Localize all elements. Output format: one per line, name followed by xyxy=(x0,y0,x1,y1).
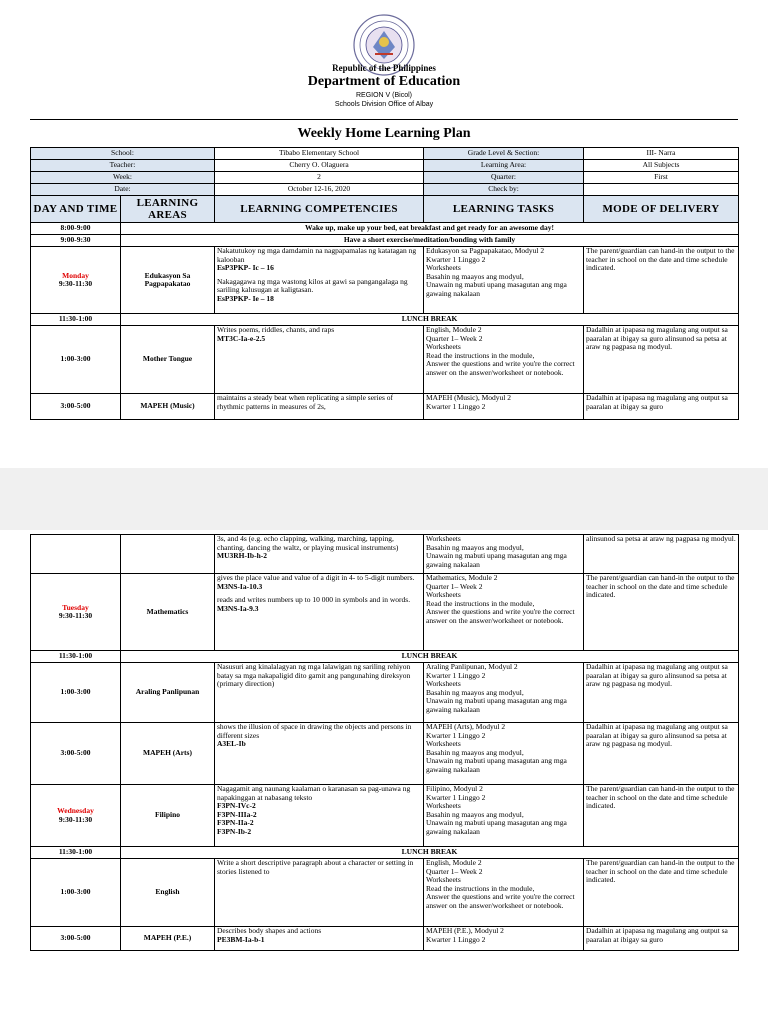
competency-code: F3PN-IIIa-2 xyxy=(217,809,257,819)
task-line: Worksheets xyxy=(426,801,461,810)
day-time-cell xyxy=(31,785,121,847)
page-gap xyxy=(0,468,768,530)
routine-activity: Have a short exercise/meditation/bonding with family xyxy=(121,235,739,247)
time-cell: 11:30-1:00 xyxy=(31,847,121,859)
task-line: Basahin ng maayos ang modyul, xyxy=(426,747,524,757)
task-line: Basahin ng maayos ang modyul, xyxy=(426,809,524,819)
time-cell xyxy=(31,535,121,574)
quarter-value: First xyxy=(584,172,739,184)
schedule-row xyxy=(31,326,739,394)
task-line: Quarter 1– Week 2 xyxy=(426,581,483,591)
competency-code: EsP3PKP- Ic – 16 xyxy=(217,263,274,272)
day-label: Tuesday xyxy=(62,602,89,612)
routine-activity: Wake up, make up your bed, eat breakfast and get ready for an awesome day! xyxy=(121,223,739,235)
column-header: MODE OF DELIVERY xyxy=(584,196,739,223)
task-line: Worksheets xyxy=(426,875,461,884)
competency-text: 3s, and 4s (e.g. echo clapping, walking, marching, tapping, chanting, dancing the waltz, or playing musical instruments) xyxy=(217,534,399,552)
lunch-break: LUNCH BREAK xyxy=(121,314,739,326)
mode-of-delivery: Dadalhin at ipapasa ng magulang ang output sa paaralan at ibigay sa guro xyxy=(584,927,739,951)
task-line: Kwarter 1 Linggo 2 xyxy=(426,934,486,944)
teacher-value: Cherry O. Olaguera xyxy=(215,160,424,172)
task-line: Basahin ng maayos ang modyul, xyxy=(426,271,524,281)
task-line: Answer the questions and write you're the correct answer on the answer/worksheet or notebook. xyxy=(426,892,575,910)
mode-of-delivery: Dadalhin at ipapasa ng magulang ang output sa paaralan at ibigay sa guro alinsunod sa petsa at araw ng pagpasa ng modyul. xyxy=(584,723,739,785)
schedule-row xyxy=(31,785,739,847)
tasks-cell xyxy=(424,535,584,574)
quarter-label: Quarter: xyxy=(424,172,584,184)
task-line: Worksheets xyxy=(426,739,461,748)
competency-code: F3PN-IIa-2 xyxy=(217,818,254,827)
time-cell: 3:00-5:00 xyxy=(31,723,121,785)
task-line: Basahin ng maayos ang modyul, xyxy=(426,542,524,552)
schedule-row xyxy=(31,247,739,314)
schedule-row xyxy=(31,723,739,785)
competency-text: reads and writes numbers up to 10 000 in symbols and in words. xyxy=(217,595,411,604)
column-header-row xyxy=(31,196,739,223)
competency-text: Describes body shapes and actions xyxy=(217,926,322,935)
task-line: MAPEH (Arts), Modyul 2 xyxy=(426,722,506,731)
competency-text: gives the place value and value of a digit in 4- to 5-digit numbers. xyxy=(217,573,415,582)
schedule-row xyxy=(31,535,739,574)
task-line: English, Module 2 xyxy=(426,325,482,334)
learning-plan-table-1 xyxy=(30,147,739,420)
mode-of-delivery: The parent/guardian can hand-in the output to the teacher in school on the date and time schedule indicated. xyxy=(584,247,739,314)
competency-text: Nakatutukoy ng mga damdamin na nagpapamalas ng katatagan ng kalooban xyxy=(217,246,417,264)
competency-code: MT3C-Ia-e-2.5 xyxy=(217,333,266,343)
tasks-cell xyxy=(424,785,584,847)
mode-of-delivery: The parent/guardian can hand-in the output to the teacher in school on the date and time schedule indicated. xyxy=(584,574,739,651)
lunch-row xyxy=(31,847,739,859)
tasks-cell xyxy=(424,663,584,723)
task-line: Kwarter 1 Linggo 2 xyxy=(426,792,486,802)
competency-code: M3NS-Ia-9.3 xyxy=(217,603,259,613)
mode-of-delivery: Dadalhin at ipapasa ng magulang ang output sa paaralan at ibigay sa guro alinsunod sa petsa at araw ng pagpasa ng modyul. xyxy=(584,663,739,723)
tasks-cell xyxy=(424,723,584,785)
learning-area: MAPEH (Arts) xyxy=(121,723,215,785)
grade-label: Grade Level & Section: xyxy=(424,148,584,160)
task-line: Worksheets xyxy=(426,679,461,688)
tasks-cell xyxy=(424,927,584,951)
info-row xyxy=(31,148,739,160)
time-label: 9:30-11:30 xyxy=(58,611,93,620)
learning-area: MAPEH (P.E.) xyxy=(121,927,215,951)
time-cell: 1:00-3:00 xyxy=(31,326,121,394)
learning-area: Araling Panlipunan xyxy=(121,663,215,723)
column-header: DAY AND TIME xyxy=(31,196,121,223)
tasks-cell xyxy=(424,326,584,394)
task-line: Kwarter 1 Linggo 2 xyxy=(426,401,486,411)
check-value xyxy=(584,184,739,196)
task-line: Answer the questions and write you're the correct answer on the answer/worksheet or notebook. xyxy=(426,359,575,377)
tasks-cell xyxy=(424,394,584,420)
competency-code: PE3BM-Ia-b-1 xyxy=(217,934,265,944)
task-line: Unawain ng mabuti upang masagutan ang mga gawaing nakalaan xyxy=(426,280,567,298)
time-label: 9:30-11:30 xyxy=(58,814,93,824)
date-value: October 12-16, 2020 xyxy=(215,184,424,196)
week-value: 2 xyxy=(215,172,424,184)
routine-row xyxy=(31,223,739,235)
area-value: All Subjects xyxy=(584,160,739,172)
competency-cell xyxy=(215,723,424,785)
task-line: Worksheets xyxy=(426,590,461,599)
learning-area xyxy=(121,535,215,574)
school-value: Tibabo Elementary School xyxy=(215,148,424,160)
info-row xyxy=(31,160,739,172)
republic-text: Republic of the Philippines xyxy=(332,63,436,73)
column-header: LEARNING COMPETENCIES xyxy=(215,196,424,223)
time-cell: 1:00-3:00 xyxy=(31,859,121,927)
task-line: Kwarter 1 Linggo 2 xyxy=(426,670,486,680)
competency-code: MU3RH-Ib-h-2 xyxy=(217,551,267,560)
learning-area: MAPEH (Music) xyxy=(121,394,215,420)
competency-cell xyxy=(215,574,424,651)
lunch-row xyxy=(31,651,739,663)
grade-value: III- Narra xyxy=(584,148,739,160)
day-time-cell xyxy=(31,574,121,651)
learning-plan-table-2 xyxy=(30,534,739,951)
schedule-row xyxy=(31,394,739,420)
info-row xyxy=(31,172,739,184)
task-line: MAPEH (Music), Modyul 2 xyxy=(426,393,512,402)
competency-code: A3EL-Ib xyxy=(217,739,246,748)
competency-text: Nakagagawa ng mga wastong kilos at gawi sa pangangalaga ng sariling kalusugan at kaligtasan. xyxy=(217,276,408,294)
task-line: Filipino, Modyul 2 xyxy=(426,784,483,793)
task-line: Kwarter 1 Linggo 2 xyxy=(426,730,486,740)
schedule-row xyxy=(31,663,739,723)
competency-text: Nagagamit ang naunang kaalaman o karanasan sa pag-unawa ng napakinggan at nabasang teksto xyxy=(217,784,411,802)
region-text: REGION V (Bicol) xyxy=(355,92,412,99)
competency-text: shows the illusion of space in drawing the objects and persons in different sizes xyxy=(217,722,412,740)
task-line: Answer the questions and write you're the correct answer on the answer/worksheet or notebook. xyxy=(426,607,575,625)
competency-cell xyxy=(215,927,424,951)
competency-text: Write a short descriptive paragraph about a character or setting in stories listened to xyxy=(215,859,424,927)
task-line: Quarter 1– Week 2 xyxy=(426,333,483,343)
plan-title: Weekly Home Learning Plan xyxy=(297,126,471,141)
competency-code: M3NS-Ia-10.3 xyxy=(217,581,263,591)
time-cell: 11:30-1:00 xyxy=(31,651,121,663)
routine-row xyxy=(31,235,739,247)
task-line: English, Module 2 xyxy=(426,858,482,867)
task-line: Quarter 1– Week 2 xyxy=(426,866,483,876)
task-line: Worksheets xyxy=(426,342,461,351)
time-cell: 9:00-9:30 xyxy=(31,235,121,247)
competency-code: EsP3PKP- Ie – 18 xyxy=(217,293,274,303)
learning-area: English xyxy=(121,859,215,927)
task-line: Basahin ng maayos ang modyul, xyxy=(426,687,524,697)
task-line: Read the instructions in the module, xyxy=(426,883,535,893)
mode-of-delivery: The parent/guardian can hand-in the output to the teacher in school on the date and time schedule indicated. xyxy=(584,859,739,927)
task-line: Edukasyon sa Pagpapakatao, Modyul 2 xyxy=(426,246,545,255)
competency-cell xyxy=(215,785,424,847)
page-1 xyxy=(0,0,768,468)
mode-of-delivery: Dadalhin at ipapasa ng magulang ang output sa paaralan at ibigay sa guro alinsunod sa petsa at araw ng pagpasa ng modyul. xyxy=(584,326,739,394)
info-row xyxy=(31,184,739,196)
task-line: Unawain ng mabuti upang masagutan ang mga gawaing nakalaan xyxy=(426,818,567,836)
time-cell: 8:00-9:00 xyxy=(31,223,121,235)
time-cell: 1:00-3:00 xyxy=(31,663,121,723)
schedule-row xyxy=(31,859,739,927)
mode-of-delivery: The parent/guardian can hand-in the output to the teacher in school on the date and time schedule indicated. xyxy=(584,785,739,847)
competency-code: F3PN-Ib-2 xyxy=(217,826,252,836)
header-rule xyxy=(30,119,738,120)
page-2 xyxy=(0,530,768,1024)
task-line: Worksheets xyxy=(426,263,461,272)
competency-code: F3PN-IVc-2 xyxy=(217,801,256,810)
learning-area: Mother Tongue xyxy=(121,326,215,394)
week-label: Week: xyxy=(31,172,215,184)
tasks-cell xyxy=(424,859,584,927)
competency-text: Nasusuri ang kinalalagyan ng mga lalawigan ng sariling rehiyon batay sa mga nakapaligid dito gamit ang pangunahing direksyon (primary direction) xyxy=(215,663,424,723)
schedule-row xyxy=(31,927,739,951)
department-title: Department of Education xyxy=(307,74,461,89)
division-text: Schools Division Office of Albay xyxy=(334,101,434,108)
task-line: Mathematics, Module 2 xyxy=(426,573,498,582)
mode-of-delivery: alinsunod sa petsa at araw ng pagpasa ng modyul. xyxy=(584,535,739,574)
date-label: Date: xyxy=(31,184,215,196)
day-label: Monday xyxy=(62,270,89,280)
task-line: Unawain ng mabuti upang masagutan ang mga gawaing nakalaan xyxy=(426,551,567,569)
day-time-cell xyxy=(31,247,121,314)
task-line: Unawain ng mabuti upang masagutan ang mga gawaing nakalaan xyxy=(426,756,567,774)
task-line: Worksheets xyxy=(426,534,461,543)
task-line: MAPEH (P.E.), Modyul 2 xyxy=(426,926,504,935)
column-header: LEARNING AREAS xyxy=(121,196,215,223)
lunch-row xyxy=(31,314,739,326)
task-line: Kwarter 1 Linggo 2 xyxy=(426,254,486,264)
tasks-cell xyxy=(424,574,584,651)
competency-text: maintains a steady beat when replicating a simple series of rhythmic patterns in measures of 2s, xyxy=(215,394,424,420)
mode-of-delivery: Dadalhin at ipapasa ng magulang ang output sa paaralan at ibigay sa guro xyxy=(584,394,739,420)
schedule-row xyxy=(31,574,739,651)
school-label: School: xyxy=(31,148,215,160)
column-header: LEARNING TASKS xyxy=(424,196,584,223)
time-label: 9:30-11:30 xyxy=(58,279,93,288)
competency-cell xyxy=(215,326,424,394)
teacher-label: Teacher: xyxy=(31,160,215,172)
lunch-break: LUNCH BREAK xyxy=(121,847,739,859)
day-label: Wednesday xyxy=(57,806,94,815)
task-line: Unawain ng mabuti upang masagutan ang mga gawaing nakalaan xyxy=(426,696,567,714)
check-label: Check by: xyxy=(424,184,584,196)
time-cell: 3:00-5:00 xyxy=(31,394,121,420)
area-label: Learning Area: xyxy=(424,160,584,172)
learning-area: Mathematics xyxy=(121,574,215,651)
task-line: Araling Panlipunan, Modyul 2 xyxy=(426,662,518,671)
competency-cell xyxy=(215,535,424,574)
learning-area: Filipino xyxy=(121,785,215,847)
time-cell: 11:30-1:00 xyxy=(31,314,121,326)
lunch-break: LUNCH BREAK xyxy=(121,651,739,663)
task-line: Read the instructions in the module, xyxy=(426,350,535,360)
competency-text: Writes poems, riddles, chants, and raps xyxy=(217,325,335,334)
task-line: Read the instructions in the module, xyxy=(426,598,535,608)
competency-cell xyxy=(215,247,424,314)
learning-area: Edukasyon Sa Pagpapakatao xyxy=(121,247,215,314)
tasks-cell xyxy=(424,247,584,314)
time-cell: 3:00-5:00 xyxy=(31,927,121,951)
